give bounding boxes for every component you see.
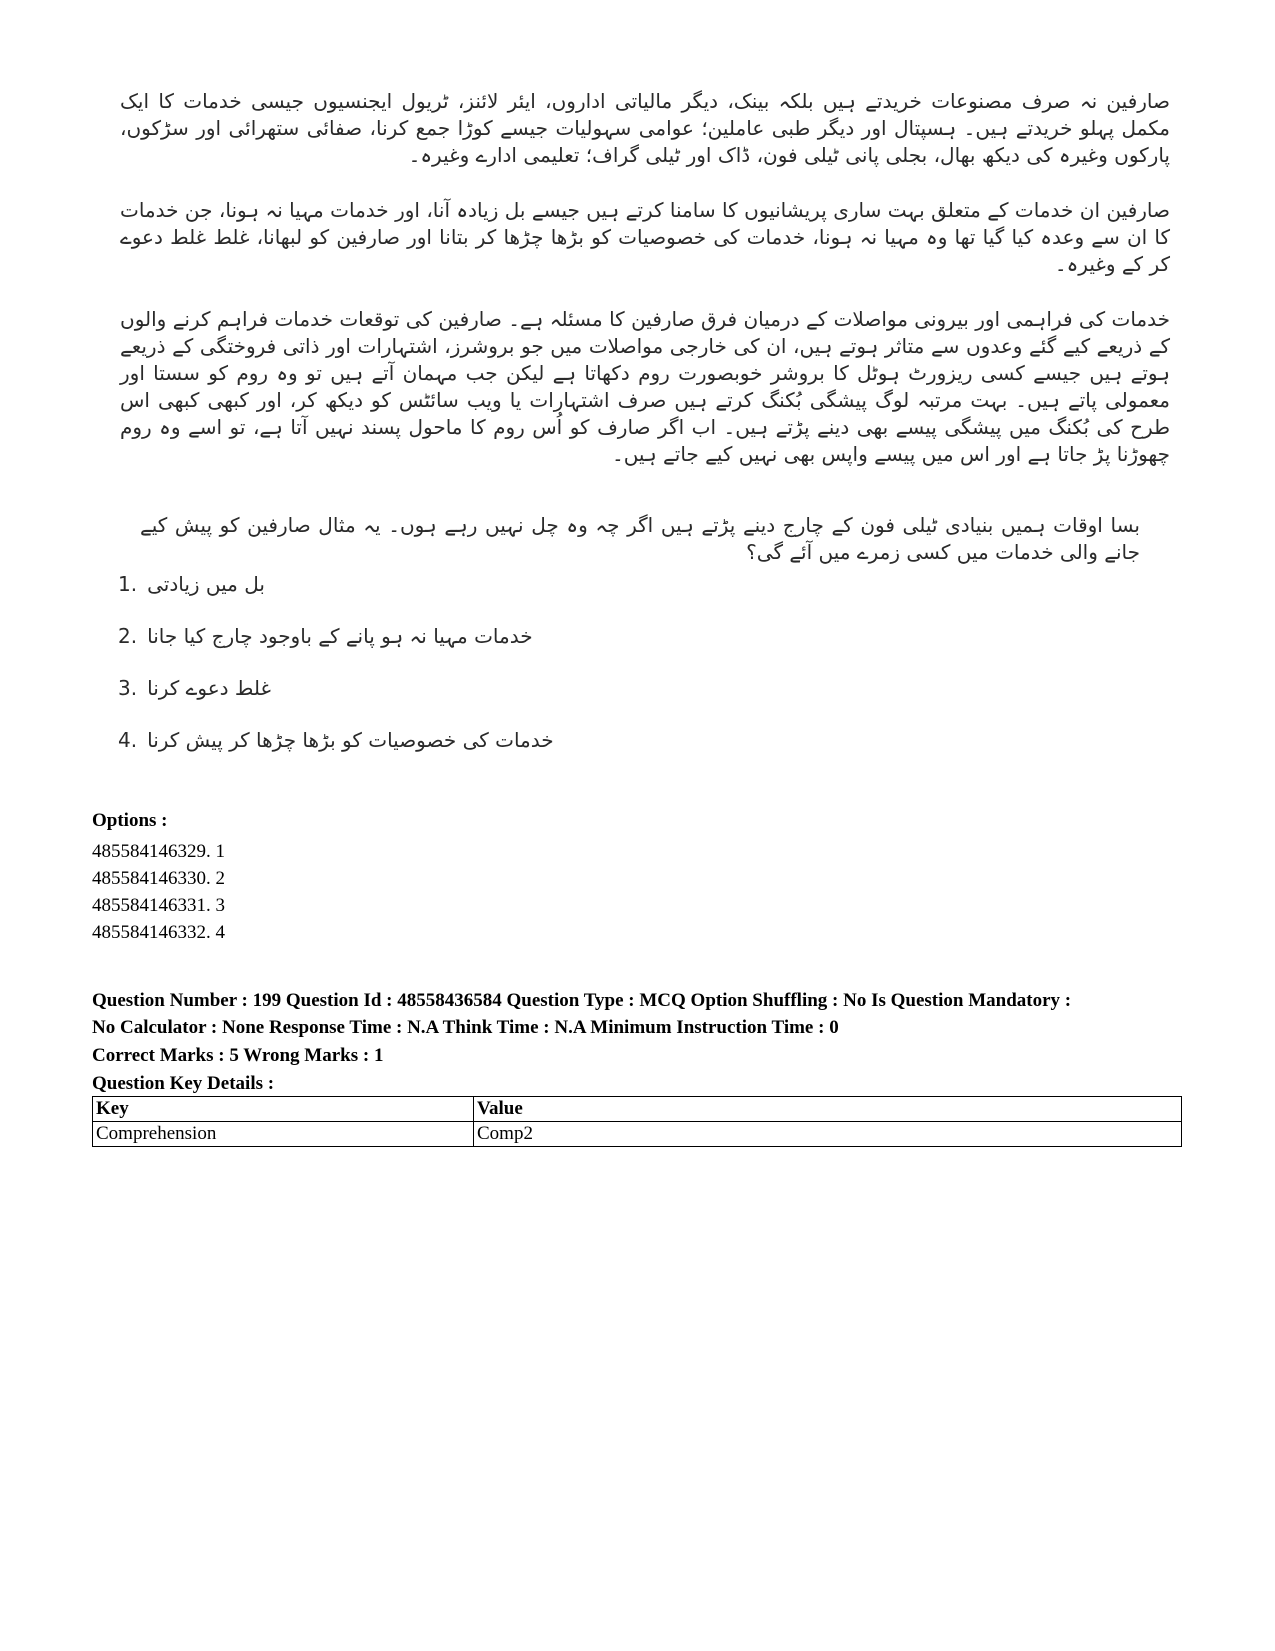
choice-1 — [118, 572, 265, 596]
choice-2 — [118, 624, 533, 648]
options-title: Options : — [92, 810, 168, 831]
option-item: 485584146331. 3 — [92, 895, 225, 916]
key-details-table — [92, 1096, 1182, 1147]
table-row — [93, 1122, 1182, 1147]
meta-line-1: Question Number : 199 Question Id : 48558436584 Question Type : MCQ Option Shuffling : No Is Question Mandatory : — [92, 990, 1072, 1011]
choice-text: غلط دعوے کرنا — [147, 676, 271, 700]
question-block — [140, 512, 1140, 566]
passage-paragraph-2: صارفین ان خدمات کے متعلق بہت ساری پریشانیوں کا سامنا کرتے ہیں جیسے بل زیادہ آنا، اور خدمات مہیا نہ ہونا، جن خدمات کا ان سے وعدہ کیا گیا تھا وہ مہیا نہ ہونا، خدمات کی خصوصیات کو بڑھا چڑھا کر بتانا اور صارفین کو لبھانا، غلط غلط دعوے کر کے وغیرہ۔ — [120, 198, 1170, 276]
passage-paragraph-1: صارفین نہ صرف مصنوعات خریدتے ہیں بلکہ بینک، دیگر مالیاتی اداروں، ایئر لائنز، ٹریول ایجنسیوں جیسی خدمات کا ایک مکمل پہلو خریدتے ہیں۔ ہسپتال اور دیگر طبی عاملین؛ عوامی سہولیات جیسے کوڑا جمع کرنا، صفائی ستھرائی اور سڑکوں، پارکوں وغیرہ کی دیکھ بھال، بجلی پانی ٹیلی فون، ڈاک اور ٹیلی گراف؛ تعلیمی ادارے وغیرہ۔ — [120, 89, 1170, 167]
choice-4 — [118, 728, 554, 752]
passage-paragraph-3: خدمات کی فراہمی اور بیرونی مواصلات کے درمیان فرق صارفین کا مسئلہ ہے۔ صارفین کی توقعات خدمات فراہم کرنے والوں کے ذریعے کیے گئے وعدوں سے متاثر ہوتے ہیں، ان کی خارجی مواصلات میں جو بروشرز، اشتہارات اور ذاتی فروختگی کے ذریعے ہوتے ہیں جیسے کسی ریزورٹ ہوٹل کا بروشر خوبصورت روم دکھاتا ہے لیکن جب مہمان آتے ہیں تو وہ روم کو سستا اور معمولی پاتے ہیں۔ بہت مرتبہ لوگ پیشگی بُکنگ کرتے ہیں صرف اشتہارات یا ویب سائٹس کو دیکھ کر، اور کبھی کبھی اس طرح کی بُکنگ میں پیشگی پیسے بھی دینے پڑتے ہیں۔ اب اگر صارف کو اُس روم کا ماحول پسند نہیں آتا ہے، تو اسے وہ روم چھوڑنا پڑ جاتا ہے اور اس میں پیسے واپس بھی نہیں کیے جاتے ہیں۔ — [120, 307, 1170, 466]
marks-line: Correct Marks : 5 Wrong Marks : 1 — [92, 1045, 384, 1066]
question-metadata — [92, 988, 1192, 1098]
choice-number: 1. — [118, 572, 138, 596]
options-list — [92, 838, 225, 946]
choice-text: بل میں زیادتی — [147, 572, 265, 596]
meta-line-2: No Calculator : None Response Time : N.A Think Time : N.A Minimum Instruction Time : 0 — [92, 1017, 839, 1038]
comprehension-passage — [120, 88, 1170, 496]
question-text: بسا اوقات ہمیں بنیادی ٹیلی فون کے چارج دینے پڑتے ہیں اگر چہ وہ چل نہیں رہے ہوں۔ یہ مثال صارفین کو پیش کیے جانے والی خدمات میں کسی زمرے میں آئے گی؟ — [140, 513, 1141, 564]
choice-number: 2. — [118, 624, 138, 648]
choice-text: خدمات کی خصوصیات کو بڑھا چڑھا کر پیش کرنا — [147, 728, 554, 752]
choice-text: خدمات مہیا نہ ہو پانے کے باوجود چارج کیا جانا — [147, 624, 533, 648]
choice-3 — [118, 676, 271, 700]
key-details-title: Question Key Details : — [92, 1073, 275, 1094]
option-item: 485584146332. 4 — [92, 922, 225, 943]
option-item: 485584146330. 2 — [92, 868, 225, 889]
header-key: Key — [93, 1097, 474, 1122]
cell-key: Comprehension — [93, 1122, 474, 1147]
option-item: 485584146329. 1 — [92, 841, 225, 862]
table-header-row — [93, 1097, 1182, 1122]
choice-number: 4. — [118, 728, 138, 752]
header-value: Value — [474, 1097, 1182, 1122]
choice-number: 3. — [118, 676, 138, 700]
cell-value: Comp2 — [474, 1122, 1182, 1147]
